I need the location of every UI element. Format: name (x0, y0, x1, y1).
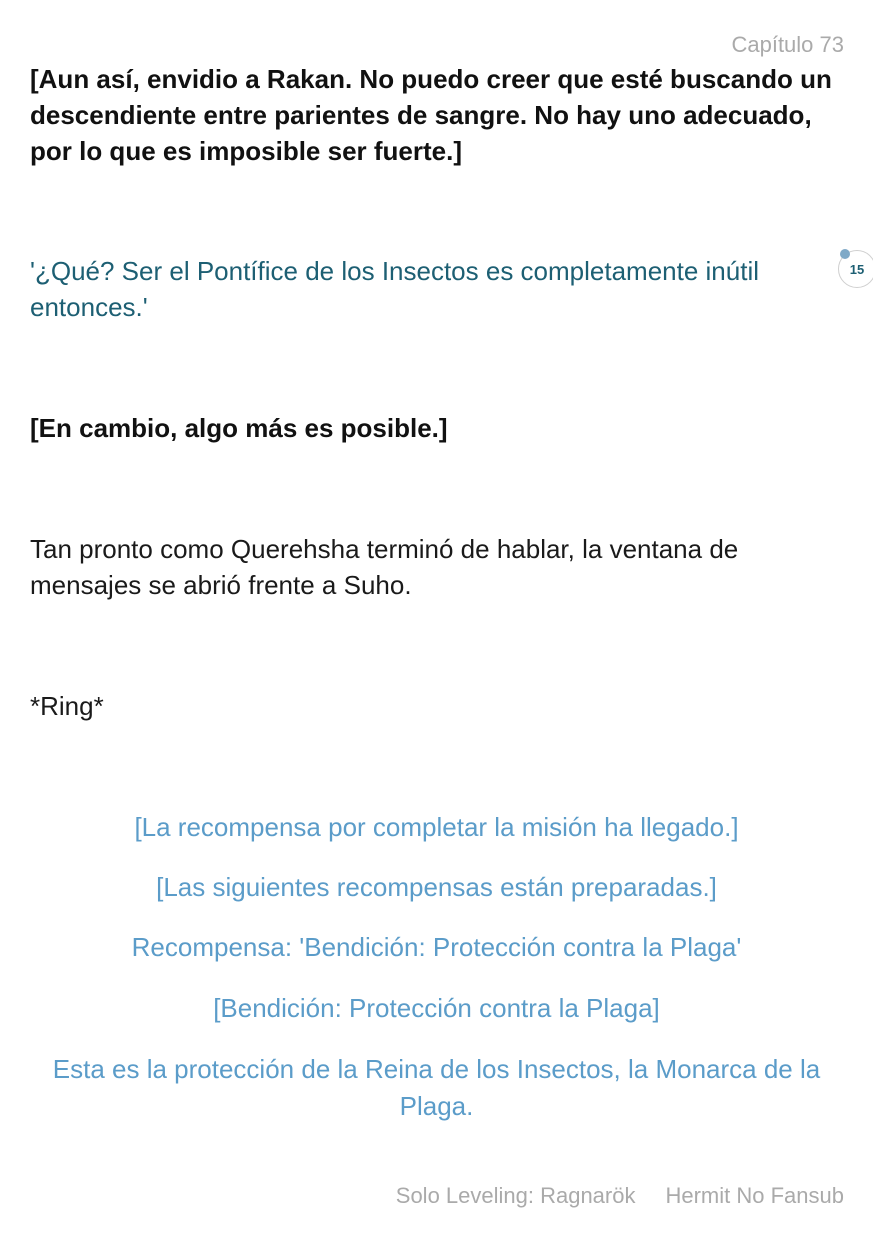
comment-count-badge[interactable]: 15 (838, 250, 873, 288)
group-credit: Hermit No Fansub (665, 1183, 844, 1208)
chapter-label: Capítulo 73 (731, 32, 844, 57)
narration-paragraph: Tan pronto como Querehsha terminó de hablar, la ventana de mensajes se abrió frente a Suho. (30, 534, 739, 600)
dialogue-paragraph: [En cambio, algo más es posible.] (30, 413, 448, 443)
system-message: Esta es la protección de la Reina de los Insectos, la Monarca de la Plaga. (52, 1054, 821, 1121)
badge-dot-icon (840, 249, 850, 259)
system-message: [La recompensa por completar la misión ha llegado.] (134, 812, 739, 842)
system-message: [Bendición: Protección contra la Plaga] (213, 993, 660, 1023)
sound-effect: *Ring* (30, 691, 104, 721)
series-title: Solo Leveling: Ragnarök (395, 1183, 636, 1208)
thought-paragraph: '¿Qué? Ser el Pontífice de los Insectos es completamente inútil entonces.' (30, 256, 760, 322)
system-message: [Las siguientes recompensas están preparadas.] (156, 872, 717, 902)
system-message: Recompensa: 'Bendición: Protección contra la Plaga' (131, 932, 742, 962)
footer (396, 1182, 844, 1210)
dialogue-paragraph: [Aun así, envidio a Rakan. No puedo creer que esté buscando un descendiente entre parientes de sangre. No hay uno adecuado, por lo que es imposible ser fuerte.] (30, 64, 832, 166)
